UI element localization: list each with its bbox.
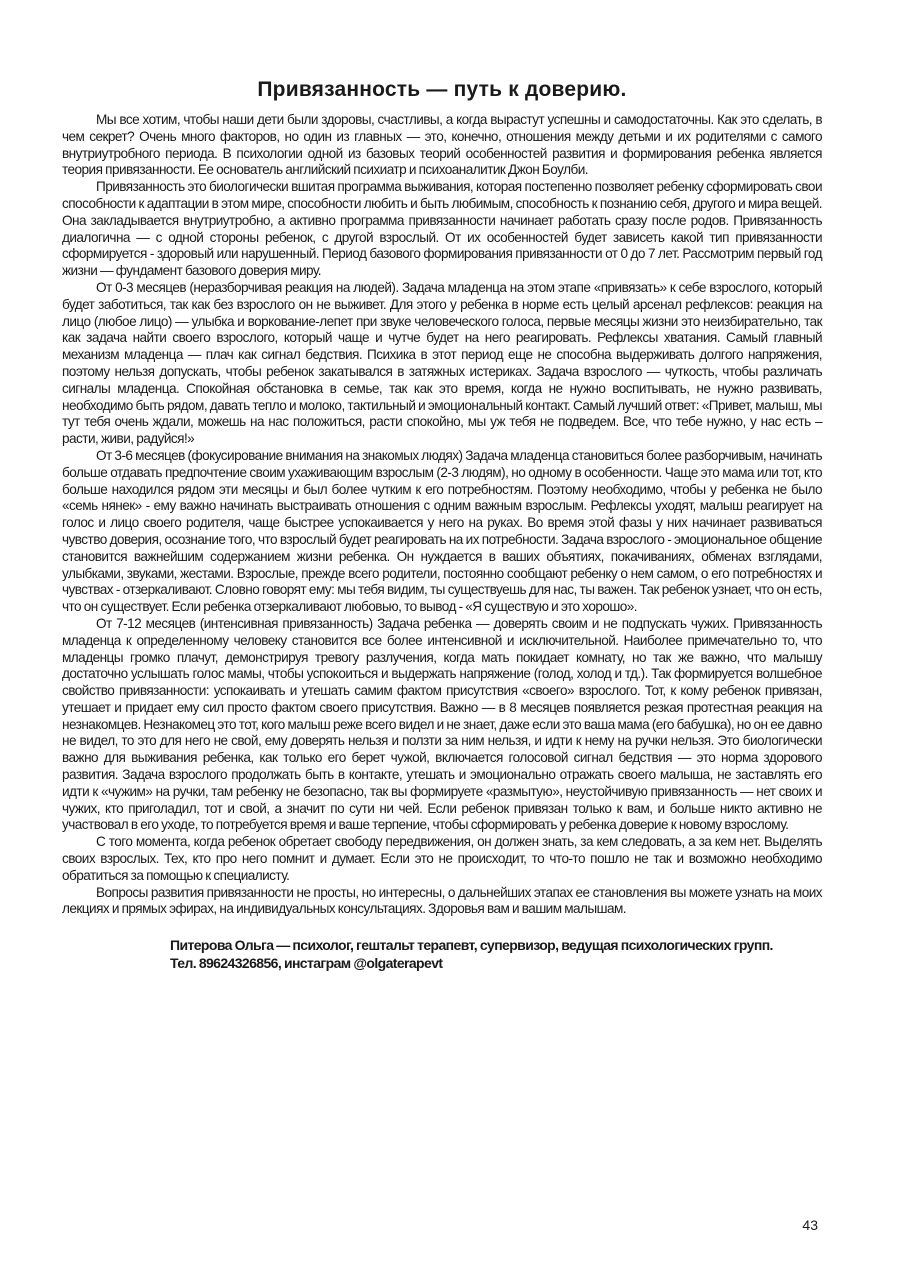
contact-line: Тел. 89624326856, инстаграм @olgaterapevt [170,955,443,972]
author-line: Питерова Ольга — психолог, гештальт терапевт, супервизор, ведущая психологических групп. [170,937,773,954]
paragraph-intro: Мы все хотим, чтобы наши дети были здоровы, счастливы, а когда вырастут успешны и самодостаточны. Как это сделать, в чем секрет? Очень много факторов, но один из главных — это, конечно, отношения между детьми и их родителями с самого внутриутробного периода. В психологии одной из базовых теорий особенностей развития и формирования ребенка является теория привязанности. Ее основатель английский психиатр и психоаналитик Джон Боулби. [62,112,822,178]
paragraph-conclusion: Вопросы развития привязанности не просты, но интересны, о дальнейших этапах ее становления вы можете узнать на моих лекциях и прямых эфирах, на индивидуальных консультациях. Здоровья вам и вашим малышам. [62,884,822,917]
author-signature [170,936,822,972]
paragraph-3-6-months: От 3-6 месяцев (фокусирование внимания на знакомых людях) Задача младенца становиться более разборчивым, начинать больше отдавать предпочтение своим ухаживающим взрослым (2-3 людям), но одному в особенности. Чаще это мама или тот, кто больше находился рядом эти месяцы и был более чутким к его потребностям. Поэтому необходимо, чтобы у ребенка не было «семь нянек» - ему важно начинать выстраивать отношения с одним важным взрослым. Рефлексы уходят, малыш реагирует на голос и лицо своего родителя, чаще быстрее успокаивается у него на руках. Во время этой фазы у них начинает развиваться чувство доверия, осознание того, что взрослый будет реагировать на их потребности. Задача взрослого - эмоциональное общение становится важнейшим содержанием жизни ребенка. Он нуждается в ваших объятиях, покачиваниях, обменах взглядами, улыбками, звуками, жестами. Взрослые, прежде всего родители, постоянно сообщают ребенку о нем самом, о его потребностях и чувствах - отзеркаливают. Словно говорят ему: мы тебя видим, ты существуешь для нас, ты важен. Так ребенок узнает, что он есть, что он существует. Если ребенка отзеркаливают любовью, то вывод - «Я существую и это хорошо». [62,447,822,615]
article-title: Привязанность — путь к доверию. [257,78,627,101]
paragraph-7-12-months: От 7-12 месяцев (интенсивная привязанность) Задача ребенка — доверять своим и не подпускать чужих. Привязанность младенца к определенному человеку становится все более интенсивной и исключительной. Наиболее примечательно то, что младенцы громко плачут, демонстрируя тревогу разлучения, когда мать покидает комнату, но так же важно, что малышу достаточно услышать голос мамы, чтобы успокоиться и выдержать напряжение (голод, холод и тд.). Так формируется волшебное свойство привязанности: успокаивать и утешать самим фактом присутствия «своего» взрослого. Тот, к кому ребенок привязан, утешает и придает ему сил просто фактом своего присутствия. Важно — в 8 месяцев появляется резкая протестная реакция на незнакомцев. Незнакомец это тот, кого малыш реже всего видел и не знает, даже если это ваша мама (его бабушка), но он ее давно не видел, то это для него не свой, ему доверять нельзя и ползти за ним нельзя, и идти к нему на ручки нельзя. Это биологически важно для выживания ребенка, как только его берет чужой, включается голосовой сигнал бедствия — это норма здорового развития. Задача взрослого продолжать быть в контакте, утешать и эмоционально отражать своего малыша, не заставлять его идти к «чужим» на ручки, там ребенку не безопасно, так вы формируете «размытую», неустойчивую привязанность — нет своих и чужих, кто приголадил, тот и свой, а значит по сути ни чей. Если ребенок привязан только к вам, и больше никто активно не участвовал в его уходе, то потребуется время и ваше терпение, чтобы сформировать у ребенка доверие к новому взрослому. [62,615,822,833]
article [62,78,822,972]
paragraph-0-3-months: От 0-3 месяцев (неразборчивая реакция на людей). Задача младенца на этом этапе «привязать» к себе взрослого, который будет заботиться, так как без взрослого он не выживет. Для этого у ребенка в норме есть целый арсенал рефлексов: реакция на лицо (любое лицо) — улыбка и воркование-лепет при звуке человеческого голоса, первые месяцы жизни это неизбирательно, так как задача найти своего взрослого, который чаще и чутче будет на него реагировать. Рефлексы хватания. Самый главный механизм младенца — плач как сигнал бедствия. Психика в этот период еще не способна выдерживать долгого напряжения, поэтому нельзя допускать, чтобы ребенок закатывался в затяжных истериках. Задача взрослого — чуткость, чтобы различать сигналы младенца. Спокойная обстановка в семье, так как это время, когда не нужно воспитывать, не нужно развивать, необходимо быть рядом, давать тепло и молоко, тактильный и эмоциональный контакт. Самый лучший ответ: «Привет, малыш, мы тут тебя очень ждали, можешь на нас положиться, расти спокойно, мы уж тебя не подведем. Все, что тебе нужно, у нас есть – расти, живи, радуйся!» [62,279,822,447]
paragraph-freedom-of-movement: С того момента, когда ребенок обретает свободу передвижения, он должен знать, за кем следовать, а за кем нет. Выделять своих взрослых. Тех, кто про него помнит и думает. Если это не происходит, то что-то пошло не так и возможно необходимо обратиться за помощью к специалисту. [62,834,822,883]
page-number: 43 [802,1217,818,1233]
paragraph-attachment-definition: Привязанность это биологически вшитая программа выживания, которая постепенно позволяет ребенку сформировать свои способности к адаптации в этом мире, способности любить и быть любимым, способность к познанию себя, другого и мира вещей. Она закладывается внутриутробно, а активно программа привязанности начинает работать сразу после родов. Привязанность диалогична — с одной стороны ребенок, с другой взрослый. От их особенностей будет зависеть какой тип привязанности сформируется - здоровый или нарушенный. Период базового формирования привязанности от 0 до 7 лет. Рассмотрим первый год жизни — фундамент базового доверия миру. [62,179,822,279]
article-body [62,112,822,918]
